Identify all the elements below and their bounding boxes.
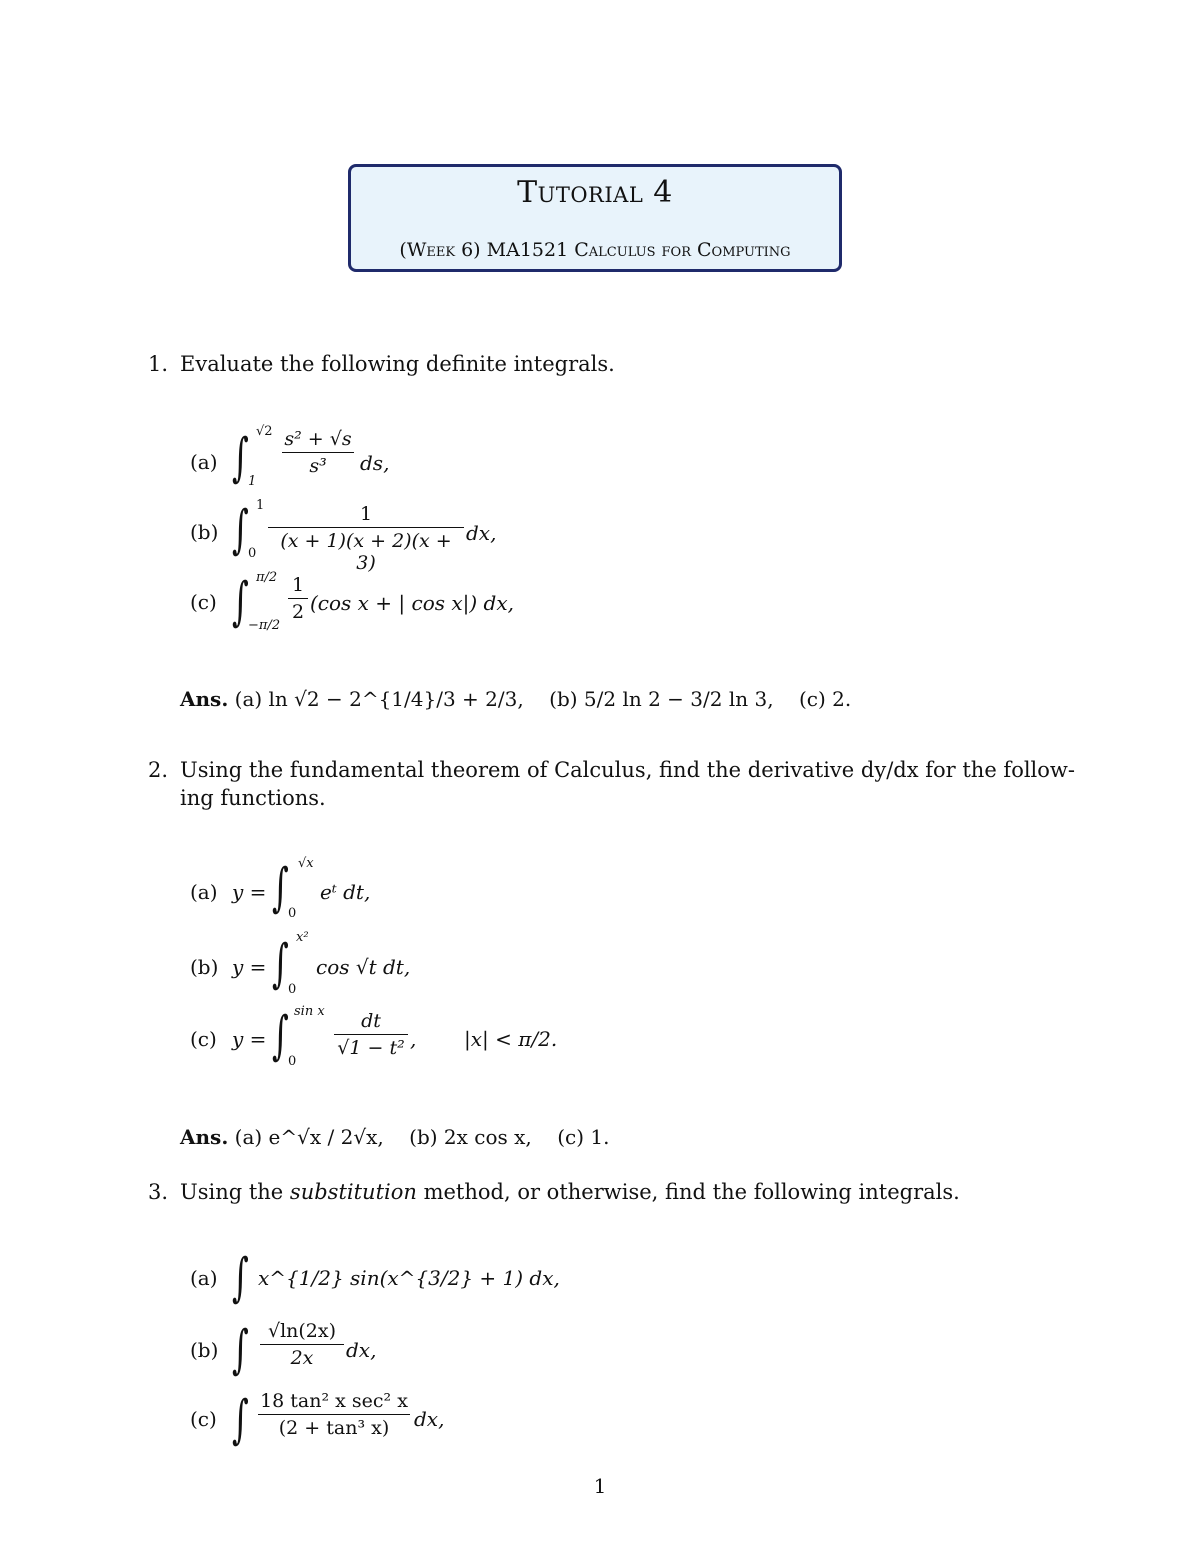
fraction-bar xyxy=(260,1344,344,1345)
integrand-expression: cos √t dt, xyxy=(316,955,411,979)
numerator: 1 xyxy=(359,503,373,525)
lower-limit: 1 xyxy=(248,474,257,489)
part-label: (a) xyxy=(190,1266,218,1290)
part-label: (c) xyxy=(190,1027,217,1051)
prompt-post: method, or otherwise, find the following integrals. xyxy=(423,1180,960,1204)
question-number: 2. xyxy=(148,758,169,782)
lhs: y = xyxy=(232,880,267,904)
denominator: (x + 1)(x + 2)(x + 3) xyxy=(280,530,452,574)
answer-label: Ans. xyxy=(180,1125,229,1149)
prompt-emphasis: substitution xyxy=(289,1180,417,1204)
numerator: √ln(2x) xyxy=(267,1320,337,1342)
page-number: 1 xyxy=(593,1474,607,1498)
prompt-pre: Using the xyxy=(180,1180,284,1204)
integral-sign-icon: ∫ xyxy=(232,572,249,632)
answer-b: (b) 5/2 ln 2 − 3/2 ln 3, xyxy=(549,687,774,711)
integrand-fraction xyxy=(334,1010,408,1059)
fraction-bar xyxy=(282,452,354,453)
denominator: 2x xyxy=(290,1347,314,1369)
part-label: (a) xyxy=(190,450,218,474)
upper-limit: π/2 xyxy=(256,570,278,585)
question-3 xyxy=(148,1178,1078,1208)
answer-q2 xyxy=(180,1125,880,1149)
fraction-bar xyxy=(268,527,464,528)
fraction-bar xyxy=(288,598,308,599)
half-fraction xyxy=(288,574,308,623)
part-label: (c) xyxy=(190,1407,217,1431)
numerator: 1 xyxy=(291,574,305,596)
lower-limit: −π/2 xyxy=(248,618,281,633)
differential: dx, xyxy=(414,1407,445,1431)
question-1 xyxy=(148,350,1048,380)
question-number: 3. xyxy=(148,1180,169,1204)
page-subtitle xyxy=(351,239,839,261)
numerator: dt xyxy=(361,1010,381,1032)
integrand-fraction xyxy=(282,428,354,477)
differential: dx, xyxy=(346,1338,377,1362)
answer-q1 xyxy=(180,687,880,711)
integral-sign-icon: ∫ xyxy=(232,500,249,560)
fraction-bar xyxy=(334,1034,408,1035)
part-label: (b) xyxy=(190,955,219,979)
question-prompt xyxy=(180,1178,960,1206)
part-label: (a) xyxy=(190,880,218,904)
comma: , xyxy=(410,1027,417,1051)
question-prompt: Evaluate the following definite integrals. xyxy=(180,352,615,376)
integral-sign-icon: ∫ xyxy=(232,1248,249,1308)
part-label: (b) xyxy=(190,520,219,544)
part-label: (b) xyxy=(190,1338,219,1362)
integrand-fraction xyxy=(268,503,464,574)
upper-limit: √2 xyxy=(256,424,273,439)
lower-limit: 0 xyxy=(288,906,297,921)
condition: |x| < π/2. xyxy=(464,1027,558,1051)
integrand-expression: eᵗ dt, xyxy=(320,880,371,904)
integrand-fraction xyxy=(258,1390,410,1439)
integral-sign-icon: ∫ xyxy=(272,858,289,918)
denominator: 2 xyxy=(291,601,305,623)
page-title: Tutorial 4 xyxy=(517,175,673,210)
integrand-fraction xyxy=(260,1320,344,1369)
integral-sign-icon: ∫ xyxy=(232,1320,249,1380)
integral-sign-icon: ∫ xyxy=(232,1390,249,1450)
answer-b: (b) 2x cos x, xyxy=(409,1125,532,1149)
lhs: y = xyxy=(232,955,267,979)
integrand-expression: (cos x + | cos x|) dx, xyxy=(310,591,514,615)
denominator: s³ xyxy=(309,455,327,477)
subtitle-course: Calculus for Computing xyxy=(574,239,791,261)
lower-limit: 0 xyxy=(288,1054,297,1069)
question-2 xyxy=(148,756,1078,816)
answer-c: (c) 1. xyxy=(557,1125,610,1149)
question-number: 1. xyxy=(148,352,169,376)
title-box xyxy=(348,164,842,272)
answer-c: (c) 2. xyxy=(798,687,852,711)
denominator: (2 + tan³ x) xyxy=(278,1417,390,1439)
integral-sign-icon: ∫ xyxy=(272,934,289,994)
subtitle-week: (Week 6) xyxy=(399,239,481,261)
upper-limit: x² xyxy=(296,930,309,945)
upper-limit: sin x xyxy=(294,1004,325,1019)
lower-limit: 0 xyxy=(248,546,257,561)
upper-limit: 1 xyxy=(256,498,265,513)
numerator: 18 tan² x sec² x xyxy=(260,1390,408,1412)
lhs: y = xyxy=(232,1027,267,1051)
integrand-expression: x^{1/2} sin(x^{3/2} + 1) dx, xyxy=(258,1266,560,1290)
integral-sign-icon: ∫ xyxy=(232,428,249,488)
lower-limit: 0 xyxy=(288,982,297,997)
integral-sign-icon: ∫ xyxy=(272,1006,289,1066)
question-prompt-line-1: Using the fundamental theorem of Calculus, find the derivative dy/dx for the follow- xyxy=(180,758,1075,782)
denominator: √1 − t² xyxy=(337,1037,405,1059)
answer-label: Ans. xyxy=(180,687,229,711)
differential: dx, xyxy=(466,521,497,545)
answer-a: (a) ln √2 − 2^{1/4}/3 + 2/3, xyxy=(234,687,524,711)
answer-a: (a) e^√x / 2√x, xyxy=(234,1125,384,1149)
part-label: (c) xyxy=(190,590,217,614)
differential: ds, xyxy=(360,451,390,475)
question-prompt-line-2: ing functions. xyxy=(180,786,326,810)
fraction-bar xyxy=(258,1414,410,1415)
numerator: s² + √s xyxy=(284,428,352,450)
subtitle-code: MA1521 xyxy=(486,239,569,261)
upper-limit: √x xyxy=(298,856,314,871)
